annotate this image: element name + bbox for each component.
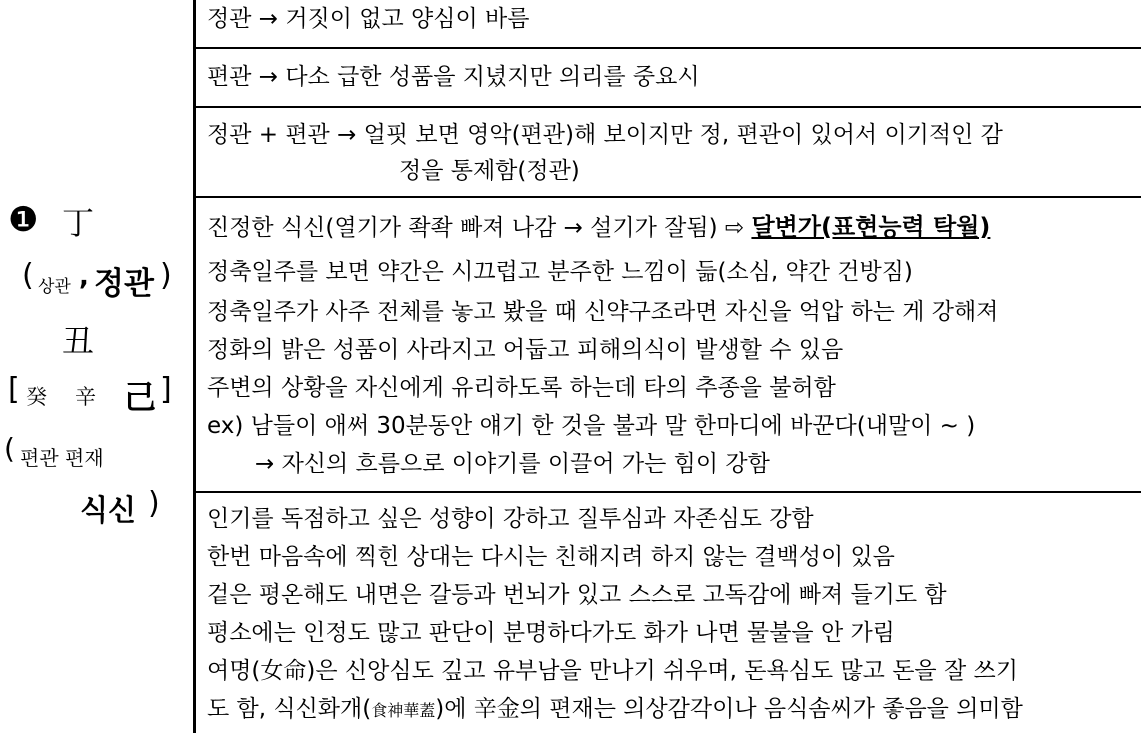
row-divider [196,106,1141,108]
text-line: 정을 통제함(정관) [399,158,580,184]
text-line: 정축일주가 사주 전체를 놓고 봤을 때 신약구조라면 자신을 억압 하는 게 강해져 [207,299,999,325]
earthly-branch: 丑 [62,322,95,360]
text-line: → 자신의 흐름으로 이야기를 이끌어 가는 힘이 강함 [255,451,770,477]
hidden-stems-open: [ [8,372,20,407]
hanja-term: 食神華蓋 [371,701,436,720]
row-divider [196,196,1141,198]
row-divider [196,491,1141,493]
left-label-panel [0,0,193,733]
text-line: 정화의 밝은 성품이 사라지고 어둡고 피해의식이 발생할 수 있음 [207,337,844,363]
siksin-label: 식신 [80,493,137,527]
heavenly-stem: 丁 [62,204,95,242]
text-line: 한번 마음속에 찍힌 상대는 다시는 친해지려 하지 않는 결백성이 있음 [207,544,895,570]
text-line: 겉은 평온해도 내면은 갈등과 번뇌가 있고 스스로 고독감에 빠져 들기도 함 [207,582,947,608]
text-line: 편관 → 다소 급한 성품을 지녔지만 의리를 중요시 [207,64,700,90]
hidden-stem-sin: 辛 [75,385,96,409]
hidden-stem-gye: 癸 [26,385,47,409]
text-line [207,208,990,247]
paren1-comma: , [79,262,89,292]
text-line: 여명(女命)은 신앙심도 깊고 유부남을 만나기 쉬우며, 돈욕심도 많고 돈을 잘 쓰기 [207,658,1018,684]
siksin-intro: 진정한 식신(열기가 좍좍 빠져 나감 → 설기가 잘됨) ⇨ [207,215,745,241]
jeonggwan-label: 정관 [94,266,154,302]
paren1-close: ) [160,258,172,293]
text-line: 정관 → 거짓이 없고 양심이 바름 [207,6,530,32]
hidden-stems-close: ] [160,372,172,407]
paren2-open: ( [4,432,15,465]
text-line: 평소에는 인정도 많고 판단이 분명하다가도 화가 나면 물불을 안 가림 [207,620,895,646]
text-line: 인기를 독점하고 싶은 성향이 강하고 질투심과 자존심도 강함 [207,506,814,532]
text-line: 정관 + 편관 → 얼핏 보면 영악(편관)해 보이지만 정, 편관이 있어서 이기적인 감 [207,122,1003,148]
paren1-open: ( [22,258,34,293]
paren2-close: ) [148,486,160,521]
hidden-stem-gi: 己 [124,378,157,416]
vertical-divider [193,0,196,733]
ten-gods-label: 편관 편재 [20,446,104,470]
text-line: 정축일주를 보면 약간은 시끄럽고 분주한 느낌이 듦(소심, 약간 건방짐) [207,259,913,285]
row-divider [196,47,1141,49]
text-line [207,690,1023,730]
number-marker: ❶ [8,200,39,240]
text-line: ex) 남들이 애써 30분동안 얘기 한 것을 불과 말 한마디에 바꾼다(내말이 ~ ) [207,413,976,439]
sanggwan-label: 상관 [38,277,71,297]
eloquence-highlight: 달변가(표현능력 탁월) [751,213,991,241]
text-line: 주변의 상황을 자신에게 유리하도록 하는데 타의 추종을 불허함 [207,375,836,401]
text-fragment: )에 辛金의 편재는 의상감각이나 음식솜씨가 좋음을 의미함 [435,696,1023,722]
text-fragment: 도 함, 식신화개( [207,696,372,722]
